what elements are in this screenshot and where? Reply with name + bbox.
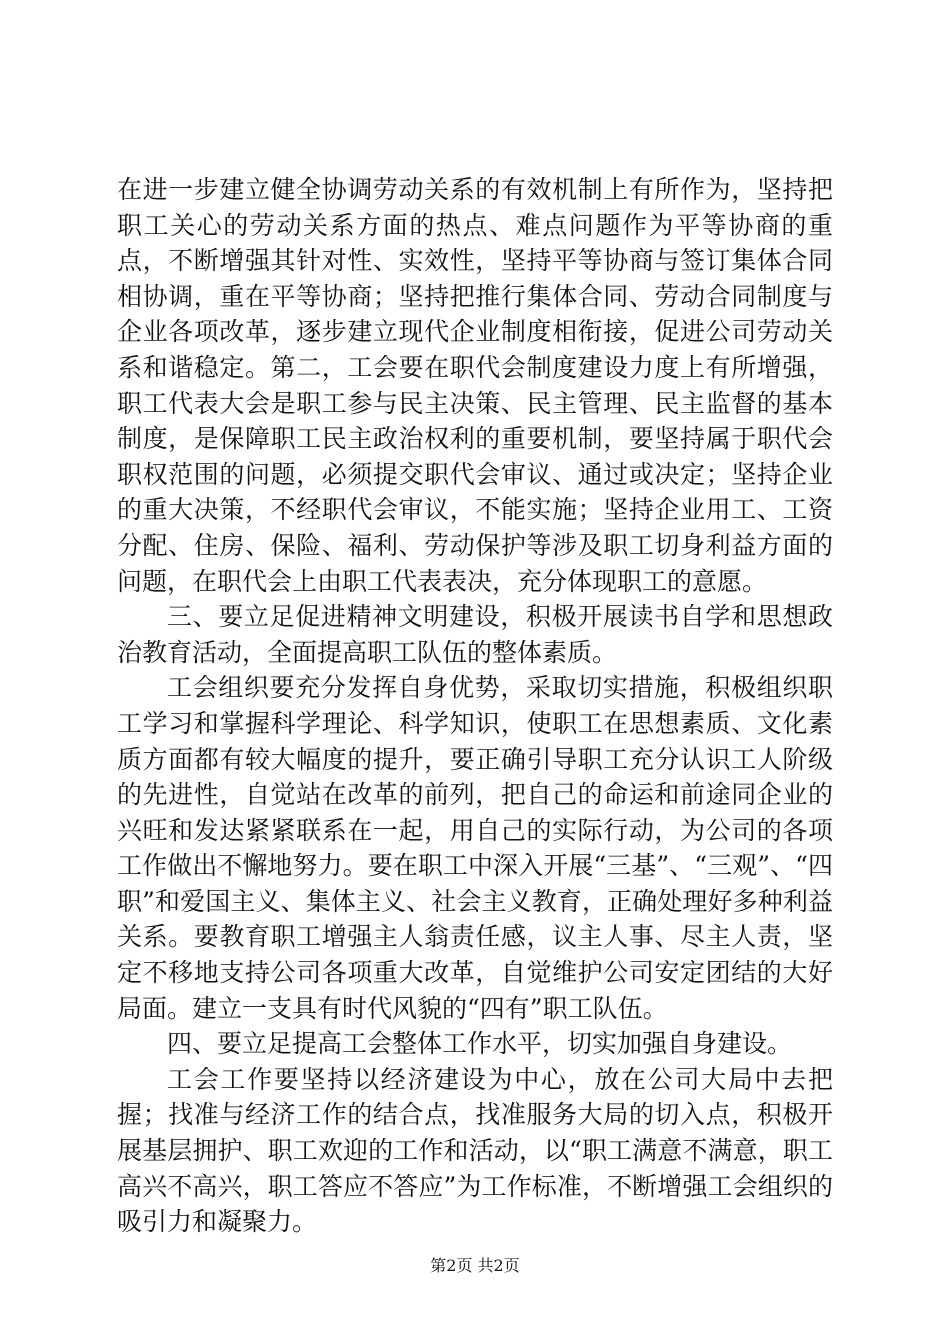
document-body <box>117 172 833 1240</box>
page-number-footer: 第2页 共2页 <box>430 1256 520 1275</box>
heading-section-3: 三、要立足促进精神文明建设，积极开展读书自学和思想政治教育活动，全面提高职工队伍的整体素质。 <box>117 602 833 667</box>
paragraph-1: 在进一步建立健全协调劳动关系的有效机制上有所作为，坚持把职工关心的劳动关系方面的热点、难点问题作为平等协商的重点，不断增强其针对性、实效性，坚持平等协商与签订集体合同相协调，重在平等协商；坚持把推行集体合同、劳动合同制度与企业各项改革，逐步建立现代企业制度相衔接，促进公司劳动关系和谐稳定。第二，工会要在职代会制度建设力度上有所增强，职工代表大会是职工参与民主决策、民主管理、民主监督的基本制度，是保障职工民主政治权利的重要机制，要坚持属于职代会职权范围的问题，必须提交职代会审议、通过或决定；坚持企业的重大决策，不经职代会审议，不能实施；坚持企业用工、工资分配、住房、保险、福利、劳动保护等涉及职工切身利益方面的问题，在职代会上由职工代表表决，充分体现职工的意愿。 <box>117 175 833 596</box>
paragraph-3: 工会组织要充分发挥自身优势，采取切实措施，积极组织职工学习和掌握科学理论、科学知识，使职工在思想素质、文化素质方面都有较大幅度的提升，要正确引导职工充分认识工人阶级的先进性，自觉站在改革的前列，把自己的命运和前途同企业的兴旺和发达紧紧联系在一起，用自己的实际行动，为公司的各项工作做出不懈地努力。要在职工中深入开展“三基”、“三观”、“四职”和爱国主义、集体主义、社会主义教育，正确处理好多种利益关系。要教育职工增强主人翁责任感，议主人事、尽主人责，坚定不移地支持公司各项重大改革，自觉维护公司安定团结的大好局面。建立一支具有时代风貌的“四有”职工队伍。 <box>117 673 833 1023</box>
heading-section-4: 四、要立足提高工会整体工作水平，切实加强自身建设。 <box>167 1029 793 1059</box>
paragraph-5: 工会工作要坚持以经济建设为中心，放在公司大局中去把握；找准与经济工作的结合点，找准服务大局的切入点，积极开展基层拥护、职工欢迎的工作和活动，以“职工满意不满意，职工高兴不高兴，职工答应不答应”为工作标准，不断增强工会组织的吸引力和凝聚力。 <box>117 1064 833 1237</box>
